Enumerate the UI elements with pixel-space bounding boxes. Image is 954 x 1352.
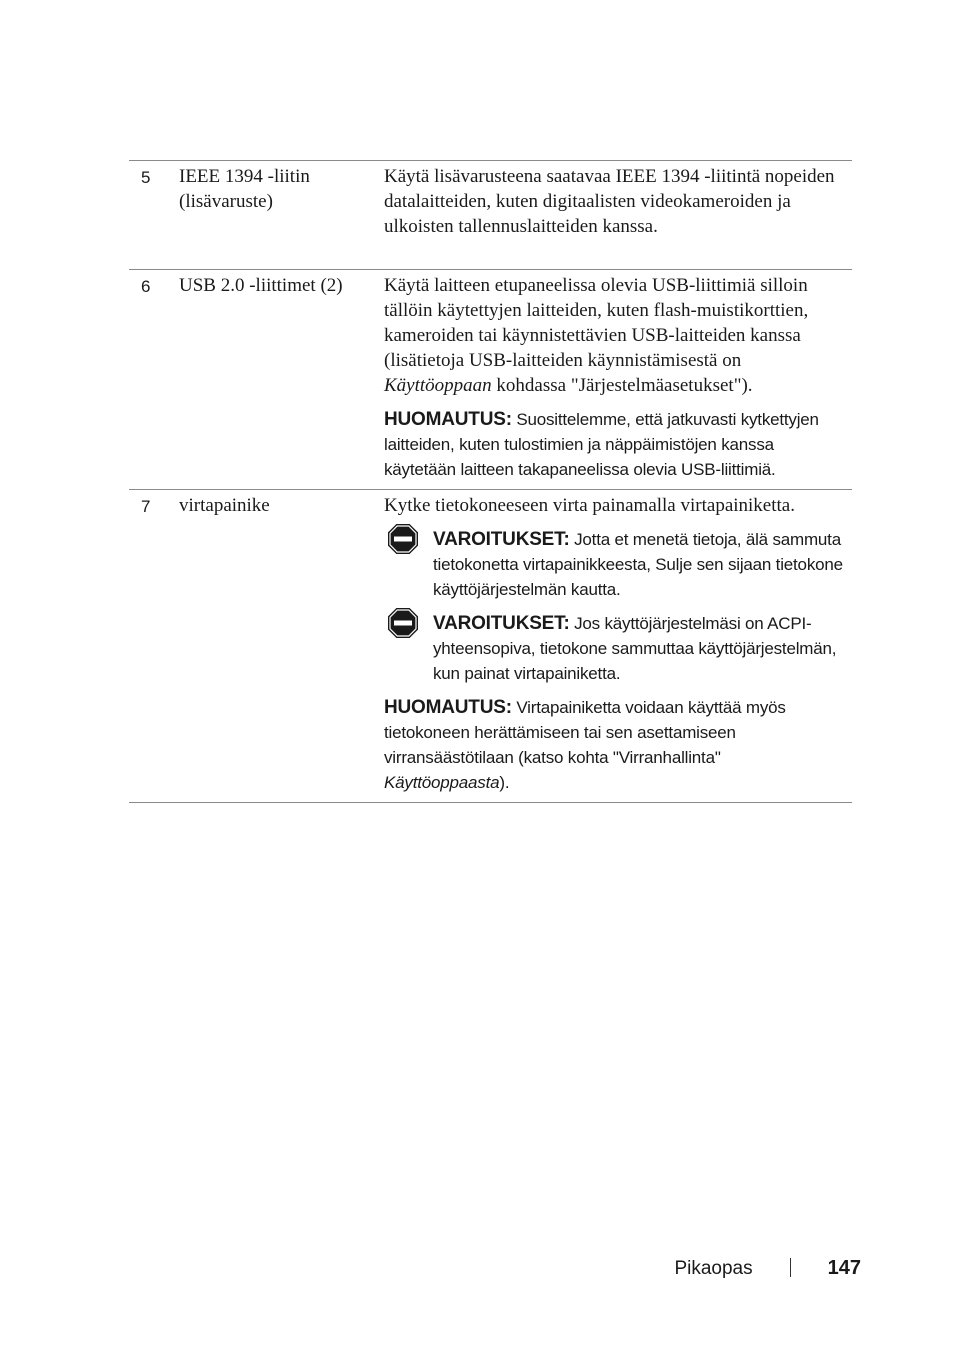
note-label: HUOMAUTUS: [384, 697, 512, 718]
warning-block [384, 527, 849, 602]
description-text: Käytä lisävarusteena saatavaa IEEE 1394 -liitintä nopeiden datalaitteiden, kuten digitaalisten videokameroiden ja ulkoisten tallennuslaitteiden kanssa. [384, 166, 835, 237]
warning-label: VAROITUKSET: [433, 529, 570, 550]
note-text: Virtapainiketta voidaan käyttää myös tietokoneen herättämiseen tai sen asettamiseen virransäästötilaan (katso kohta "Virranhallinta" [384, 698, 786, 767]
description-text: Käytä laitteen etupaneelissa olevia USB-liittimiä silloin tällöin käytettyjen laitteiden, kuten flash-muistikorttien, kameroiden tai käynnistettävien USB-laitteiden kanssa (lisätietoja USB-laitteiden käynnistämisestä on Käyttöoppaan kohdassa "Järjestelmäasetukset"). [384, 275, 809, 396]
no-entry-icon [387, 607, 419, 639]
note-block: HUOMAUTUS: Virtapainiketta voidaan käyttää myös tietokoneen herättämiseen tai sen asettamiseen virransäästötilaan (katso kohta "Virranhallinta" Käyttöoppaasta). [384, 697, 786, 792]
table-row [129, 160, 852, 269]
table-row [129, 269, 852, 489]
item-description [384, 270, 849, 489]
warning-block [384, 611, 849, 686]
item-description [384, 490, 849, 802]
item-name: virtapainike [179, 495, 270, 516]
manual-reference: Käyttöoppaan [384, 375, 492, 396]
item-description [384, 161, 849, 246]
note-block [384, 407, 849, 482]
description-text: Kytke tietokoneeseen virta painamalla virtapainiketta. [384, 495, 795, 516]
row-number: 7 [141, 497, 151, 516]
warning-text: Jos käyttöjärjestelmäsi on ACPI-yhteensopiva, tietokone sammuttaa käyttöjärjestelmän, kun painat virtapainiketta. [433, 614, 837, 683]
warning-label: VAROITUKSET: [433, 613, 570, 634]
manual-reference: Käyttöoppaasta [384, 773, 500, 792]
no-entry-icon [387, 523, 419, 555]
section-name: Pikaopas [674, 1258, 753, 1279]
footer-divider [790, 1258, 791, 1277]
table-row [129, 489, 852, 803]
item-name: USB 2.0 -liittimet (2) [179, 275, 343, 296]
spec-table [129, 160, 852, 803]
row-number: 6 [141, 277, 151, 296]
note-label: HUOMAUTUS: [384, 409, 512, 430]
row-number: 5 [141, 168, 151, 187]
warning-text: Jotta et menetä tietoja, älä sammuta tietokonetta virtapainikkeesta, Sulje sen sijaan tietokone käyttöjärjestelmän kautta. [433, 530, 843, 599]
page-number: 147 [827, 1257, 861, 1279]
note-text: Suosittelemme, että jatkuvasti kytkettyjen laitteiden, kuten tulostimien ja näppäimistöjen kanssa käytetään laitteen takapaneelissa olevia USB-liittimiä. [384, 410, 819, 479]
page-footer [674, 1257, 861, 1280]
item-name: IEEE 1394 -liitin (lisävaruste) [179, 166, 310, 212]
